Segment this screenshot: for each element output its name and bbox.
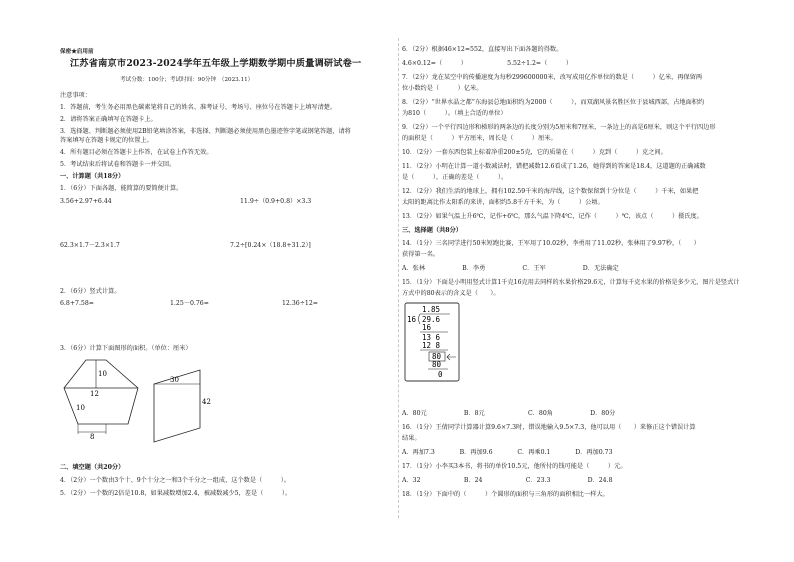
q-line: 16．（1分）王倩同学计算器计算9.6×7.3时，错误地输入9.5×7.3，他可以用（ ）来修正这个错误计算 — [402, 424, 696, 431]
q-line: 15．（1分）下面是小明用竖式计算1千克16克用去同样的水果价格29.6元，计算每千克水果的价格是多少元，图片是竖式计 — [402, 279, 740, 286]
q3-title: 3．（6分）计算下面图形的面积。（单位：厘米） — [60, 345, 192, 352]
notice-item: 3．选择题、判断题必须使用2B铅笔填涂答案，非选择、判断题必须使用黑色墨迹签字笔或钢笔答题，请将 — [60, 128, 351, 135]
q-line: 12．（2分）我们生活的地球上，拥有102.59千米的海岸线，这个数保留到十分位是（ ）千米，如果把 — [402, 188, 699, 195]
q-line: 18．（1分）下面中的（ ）个圆形的面积与三角形的面积相比一样大。 — [402, 491, 609, 498]
q2-item: 12.36÷12= — [282, 300, 318, 307]
q-line: 6．（2分）根据46×12=552，直接写出下面各题的得数。 — [402, 46, 563, 53]
q-line: 结果。 — [402, 435, 421, 442]
notice-item: 5．考试结束后将试卷和答题卡一并交回。 — [60, 161, 176, 168]
section-heading-calc: 一、计算题（共18分） — [60, 173, 125, 180]
q-line: 9．（2分）一个平行四边形和梯形的两条边的长度分别为5厘米和7厘米，一条边上的高是6厘米，则这个平行四边形 — [402, 124, 716, 131]
q-line: 太阳的距离比作太阳系的来讲，面积约5.8千方千米，为（ ）公顷。 — [402, 199, 604, 206]
exam-meta: 考试分数：100分；考试时间：90分钟 （2023.11） — [120, 77, 254, 83]
q1-title: 1．（6分）下面各题，能简算的要简便计算。 — [60, 185, 183, 192]
composite-figure — [60, 358, 150, 440]
label-side: 10 — [76, 404, 85, 412]
label-base: 12 — [90, 390, 99, 398]
notice-item: 答案填写在答题卡规定的位置上。 — [60, 137, 153, 144]
q5: 5．（2分）一个数的2倍是10.8，如果减数增加2.4，被减数减少5，差是（ ）。 — [60, 490, 292, 497]
exam-title: 江苏省南京市2023-2024学年五年级上学期数学期中质量调研试卷一 — [70, 58, 362, 69]
q1-item: 62.3×1.7－2.3×1.7 — [60, 242, 120, 249]
q-line: 获得第一名。 — [402, 251, 440, 258]
q1-item: 3.56+2.97+6.44 — [60, 198, 112, 205]
notice-item: 4．所有题目必须在答题卡上作答，在试卷上作答无效。 — [60, 149, 213, 156]
section-heading-choice: 三、选择题（共8分） — [402, 227, 462, 234]
q1-item: 11.9÷（0.9+0.8）×3.3 — [240, 198, 312, 205]
q1-item: 7.2÷[0.24×（18.8+31.2）] — [230, 242, 311, 249]
choice-options: A．32 B．24 C．23.3 D．24.8 — [402, 477, 613, 484]
division-step: 16 — [422, 323, 432, 332]
q-line: 14．（1分）三名同学进行50米短跑比赛，王军用了10.02秒，李勇用了11.02秒，张林用了9.97秒，（ ） — [402, 240, 700, 247]
q2-item: 6.8+7.58= — [60, 300, 94, 307]
division-step: 0 — [438, 370, 443, 379]
label-top: 30 — [170, 376, 179, 384]
q-line: 8．（2分）“世界水晶之都”东海县总地面积约为2000（ ），而双湖风景名胜区位于县城西部，占地面积约 — [402, 99, 705, 106]
choice-options: A．再加7.3 B．再加9.6 C．再乘0.1 D．再加0.73 — [402, 449, 613, 456]
choice-options: A．80元 B．8元 C．80角 D．80分 — [402, 410, 616, 417]
divisor: 16 — [407, 315, 417, 324]
label-height: 10 — [98, 370, 107, 378]
section-heading-fill: 二、填空题（共20分） — [60, 464, 125, 471]
q4: 4．（2分）一个数由3个十、9个十分之一和3个千分之一组成，这个数是（ ）。 — [60, 477, 291, 484]
notice-item: 2．请将答案正确填写在答题卡上。 — [60, 116, 157, 123]
notice-item: 1．答题前，考生务必用黑色碳素笔将自己的姓名、准考证号、考场号、座位号在答题卡上填写清楚。 — [60, 104, 337, 111]
label-right: 42 — [202, 398, 211, 406]
q-line: 7．（2分）龙在某空中的传播速度为每秒299600000米，改写成用亿作单位的数是（ ）亿米，再保留两 — [402, 74, 703, 81]
division-step: 13 6 — [422, 333, 441, 342]
q-line: 17．（1分）小李买3本书，将书的单价10.5元，他所付的钱可能是（ ）元。 — [402, 463, 627, 470]
arrow-icon — [447, 354, 456, 360]
q-line: 是（ ），正确的差是（ ）。 — [402, 174, 508, 181]
division-step: 12 8 — [422, 341, 441, 350]
q-line: 13．（2分）如果气温上升6℃，记作+6℃，那么气温下降4℃，记作（ ）℃，该点（ ）摄氏度。 — [402, 213, 703, 220]
q2-title: 2．（6分）竖式计算。 — [60, 288, 121, 295]
parallelogram-figure — [150, 366, 220, 446]
q-line: 的面积是（ ）平方厘米，周长是（ ）厘米。 — [402, 135, 557, 142]
secret-label: 保密★启用前 — [60, 49, 94, 55]
q-line: 位小数约是（ ）亿米。 — [402, 85, 483, 92]
division-step: 80 — [432, 352, 442, 361]
label-bottom: 8 — [90, 433, 95, 440]
q-line: 方式中的80表示的含义是（ ）。 — [402, 290, 500, 297]
quotient: 1.85 — [422, 305, 441, 314]
long-division-figure — [404, 302, 460, 382]
column-divider — [398, 38, 399, 518]
q-line: 为810（ ）。（填上合适的单位） — [402, 110, 507, 117]
dividend: 29.6 — [422, 315, 441, 324]
division-step: 80 — [432, 360, 442, 369]
q-line: 10．（2分）一套东西包装上标着净重200±5克，它的质量在（ ）克到（ ）克之间。 — [402, 149, 667, 156]
choice-options: A．张林 B．李勇 C．王军 D．无法确定 — [402, 265, 619, 272]
notice-heading: 注意事项： — [60, 92, 91, 99]
q-line: 4.6×0.12=（ ） 5.52÷1.2=（ ） — [402, 60, 573, 67]
q2-item: 1.25－0.76= — [170, 300, 209, 307]
q-line: 11．（2分）小明在计算一道小数减法时，错把减数12.6看成了1.26，她得到的答案是18.4，这道题的正确减数 — [402, 163, 706, 170]
division-bracket — [419, 314, 421, 324]
